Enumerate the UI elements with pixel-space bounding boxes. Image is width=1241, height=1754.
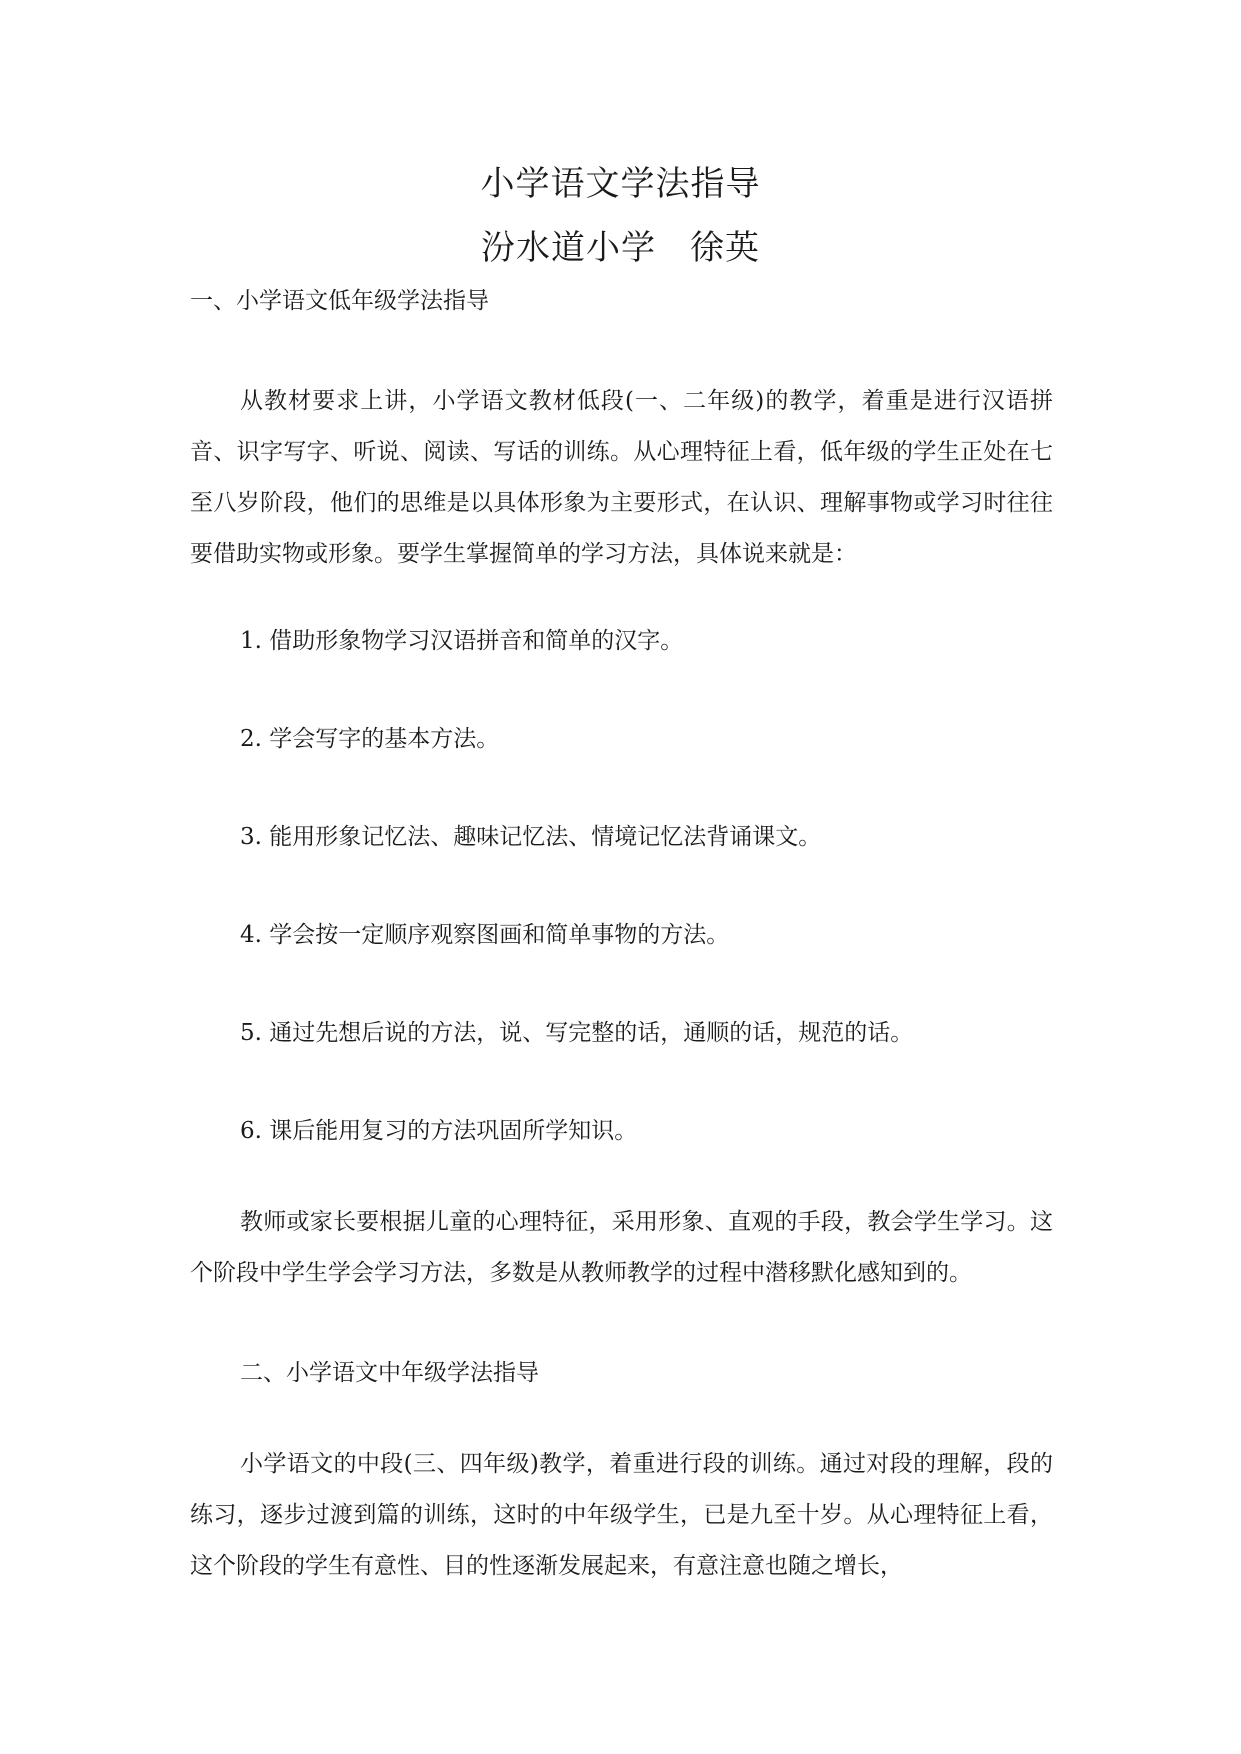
section-2-intro-paragraph: 小学语文的中段(三、四年级)教学，着重进行段的训练。通过对段的理解，段的练习，逐步过渡到篇的训练，这时的中年级学生，已是九至十岁。从心理特征上看，这个阶段的学生有意性、目的性逐渐发展起来，有意注意也随之增长， (190, 1451, 1053, 1579)
section-1-intro-paragraph: 从教材要求上讲，小学语文教材低段(一、二年级)的教学，着重是进行汉语拼音、识字写字、听说、阅读、写话的训练。从心理特征上看，低年级的学生正处在七至八岁阶段，他们的思维是以具体形象为主要形式，在认识、理解事物或学习时往往要借助实物或形象。要学生掌握简单的学习方法，具体说来就是： (190, 388, 1053, 567)
author-school: 汾水道小学 (481, 228, 656, 268)
section-heading-2: 二、小学语文中年级学法指导 (240, 1360, 539, 1386)
section-1-summary-paragraph: 教师或家长要根据儿童的心理特征，采用形象、直观的手段，教会学生学习。这个阶段中学生学会学习方法，多数是从教师教学的过程中潜移默化感知到的。 (190, 1209, 1053, 1286)
list-item-6: 6. 课后能用复习的方法巩固所学知识。 (240, 1118, 638, 1144)
document-author-line (0, 228, 1241, 268)
list-item-1: 1. 借助形象物学习汉语拼音和简单的汉字。 (240, 628, 684, 654)
list-item-5: 5. 通过先想后说的方法，说、写完整的话，通顺的话，规范的话。 (240, 1020, 914, 1046)
author-name: 徐英 (690, 228, 760, 268)
document-title: 小学语文学法指导 (480, 164, 761, 204)
list-item-4: 4. 学会按一定顺序观察图画和简单事物的方法。 (240, 922, 730, 948)
section-heading-1: 一、小学语文低年级学法指导 (190, 288, 489, 314)
list-item-2: 2. 学会写字的基本方法。 (240, 726, 500, 752)
list-item-3: 3. 能用形象记忆法、趣味记忆法、情境记忆法背诵课文。 (240, 824, 822, 850)
